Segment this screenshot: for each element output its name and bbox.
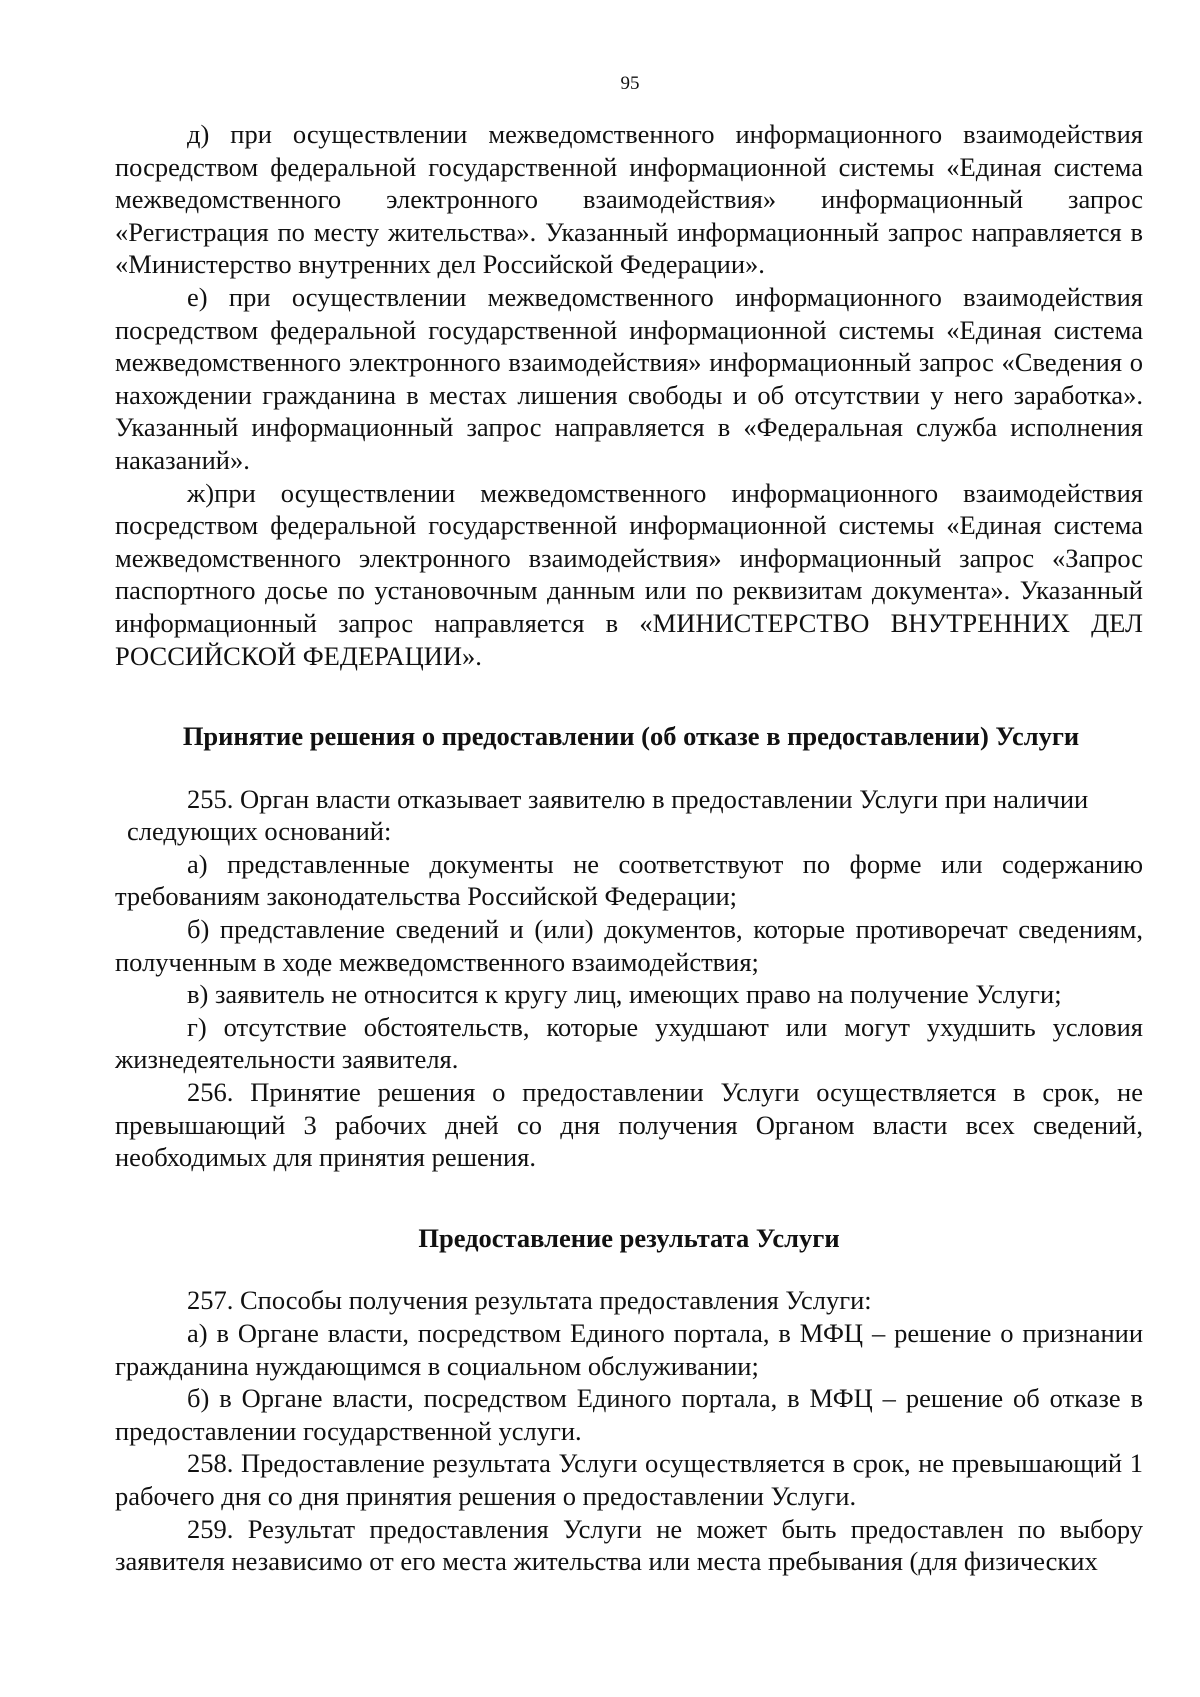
paragraph-257-a: а) в Органе власти, посредством Единого портала, в МФЦ – решение о признании гражданина нуждающимся в социальном обслуживании; [115,1318,1143,1381]
paragraph-d: д) при осуществлении межведомственного информационного взаимодействия посредством федеральной государственной информационной системы «Единая система межведомственного электронного взаимодействия» информационный запрос «Регистрация по месту жительства». Указанный информационный запрос направляется в «Министерство внутренних дел Российской Федерации». [115,119,1143,280]
paragraph-259: 259. Результат предоставления Услуги не может быть предоставлен по выбору заявителя независимо от его места жительства или места пребывания (для физических [115,1513,1143,1577]
paragraph-257-b: б) в Органе власти, посредством Единого портала, в МФЦ – решение об отказе в предоставлении государственной услуги. [115,1383,1143,1446]
paragraph-255-line1: 255. Орган власти отказывает заявителю в предоставлении Услуги при наличии [187,783,1089,814]
document-body [115,118,1143,1578]
paragraph-256: 256. Принятие решения о предоставлении Услуги осуществляется в срок, не превышающий 3 рабочих дней со дня получения Органом власти всех сведений, необходимых для принятия решения. [115,1077,1143,1173]
paragraph-255-line2: следующих оснований: [127,816,392,847]
paragraph-258: 258. Предоставление результата Услуги осуществляется в срок, не превышающий 1 рабочего дня со дня принятия решения о предоставлении Услуги. [115,1448,1143,1511]
paragraph-e: е) при осуществлении межведомственного информационного взаимодействия посредством федеральной государственной информационной системы «Единая система межведомственного электронного взаимодействия» информационный запрос «Сведения о нахождении гражданина в местах лишения свободы и об отсутствии у него заработка». Указанный информационный запрос направляется в «Федеральная служба исполнения наказаний». [115,281,1143,475]
paragraph-255-g: г) отсутствие обстоятельств, которые ухудшают или могут ухудшить условия жизнедеятельности заявителя. [115,1011,1143,1075]
paragraph-255-b: б) представление сведений и (или) документов, которые противоречат сведениям, полученным в ходе межведомственного взаимодействия; [115,914,1143,977]
paragraph-255-a: а) представленные документы не соответствуют по форме или содержанию требованиям законодательства Российской Федерации; [115,848,1143,912]
paragraph-255-v: в) заявитель не относится к кругу лиц, имеющих право на получение Услуги; [187,979,1062,1010]
section-heading-decision: Принятие решения о предоставлении (об отказе в предоставлении) Услуги [182,721,1080,752]
paragraph-257: 257. Способы получения результата предоставления Услуги: [187,1285,872,1316]
page-number: 95 [620,73,640,94]
paragraph-zh: ж)при осуществлении межведомственного информационного взаимодействия посредством федеральной государственной информационной системы «Единая система межведомственного электронного взаимодействия» информационный запрос «Запрос паспортного досье по установочным данным или по реквизитам документа». Указанный информационный запрос направляется в «МИНИСТЕРСТВО ВНУТРЕННИХ ДЕЛ РОССИЙСКОЙ ФЕДЕРАЦИИ». [115,477,1143,671]
section-heading-result: Предоставление результата Услуги [418,1222,840,1253]
